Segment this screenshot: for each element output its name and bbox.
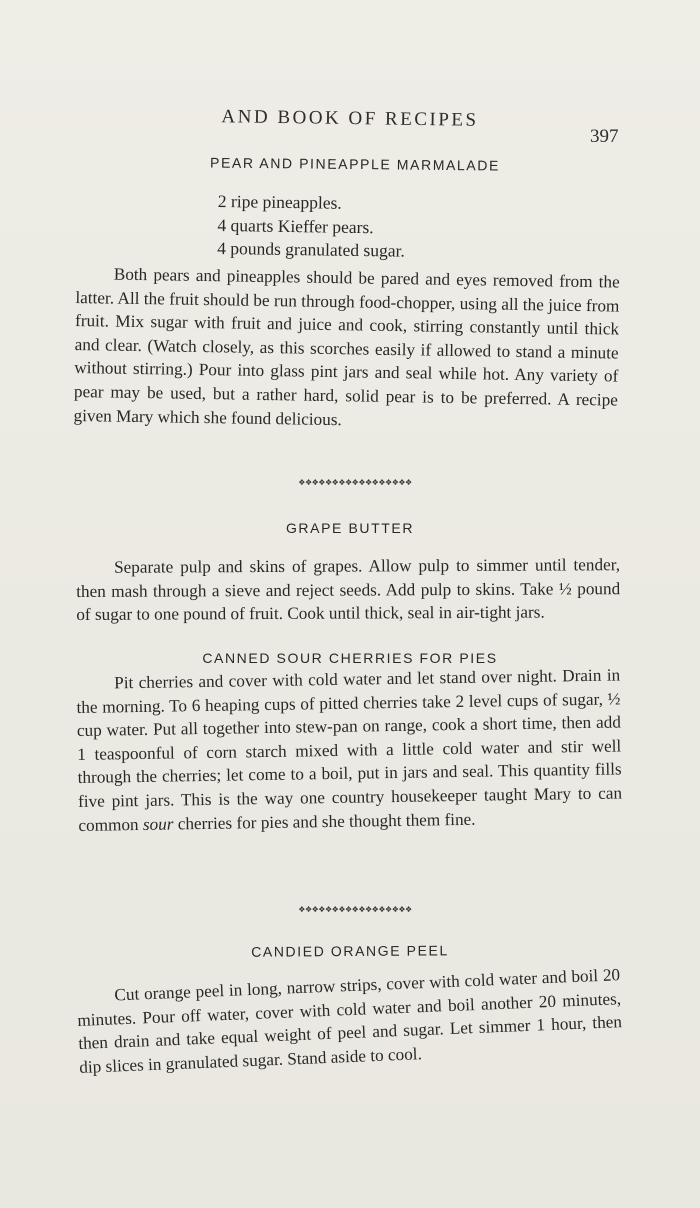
recipe-title-marmalade: PEAR AND PINEAPPLE MARMALADE (209, 154, 501, 174)
italic-word: sour (142, 814, 174, 834)
recipe-body-orange-peel (76, 963, 623, 1079)
ingredient-item: 4 pounds granulated sugar. (217, 237, 405, 261)
recipe-body-marmalade (73, 262, 620, 436)
recipe-body-grape-butter (76, 553, 620, 627)
recipe-body-cherries (76, 663, 623, 837)
ornament-divider: ❖❖❖❖❖❖❖❖❖❖❖❖❖❖❖❖❖ (298, 478, 412, 487)
page-number: 397 (590, 126, 619, 147)
ingredient-item: 4 quarts Kieffer pears. (217, 214, 374, 237)
recipe-title-grape-butter: GRAPE BUTTER (285, 520, 415, 536)
recipe-paragraph (76, 663, 623, 837)
recipe-paragraph: Cut orange peel in long, narrow strips, cover with cold water and boil 20 minutes. Pour off water, cover with cold water and boil another 20 minutes, then drain and take equal weight of peel and sugar. Let simmer 1 hour, then dip slices in granulated sugar. Stand aside to cool. (77, 965, 623, 1077)
running-title: AND BOOK OF RECIPES (221, 106, 479, 131)
paragraph-text: cherries for pies and she thought them fine. (173, 809, 476, 834)
ornament-divider: ❖❖❖❖❖❖❖❖❖❖❖❖❖❖❖❖❖ (298, 905, 412, 914)
recipe-paragraph: Separate pulp and skins of grapes. Allow pulp to simmer until tender, then mash through a sieve and reject seeds. Add pulp to skins. Take ½ pound of sugar to one pound of fruit. Cook until thick, seal in air-tight jars. (76, 555, 621, 625)
ingredient-list (217, 190, 406, 263)
recipe-paragraph: Both pears and pineapples should be pared and eyes removed from the latter. All the fruit should be run through food-chopper, using all the juice from fruit. Mix sugar with fruit and juice and cook, stirring constantly until thick and clear. (Watch closely, as this scorches easily if allowed to stand a minute without stirring.) Pour into glass pint jars and seal while hot. Any variety of pear may be used, but a rather hard, solid pear is to be preferred. A recipe given Mary which she found delicious. (73, 264, 620, 429)
recipe-title-cherries: CANNED SOUR CHERRIES FOR PIES (202, 650, 498, 666)
recipe-title-orange-peel: CANDIED ORANGE PEEL (251, 942, 449, 960)
ingredient-item: 2 ripe pineapples. (217, 190, 342, 213)
paragraph-text: Pit cherries and cover with cold water and let stand over night. Drain in the morning. To 6 heaping cups of pitted cherries take 2 level cups of sugar, ½ cup water. Put all together into stew-pan on range, cook a short time, then add 1 teaspoonful of corn starch mixed with a little cold water and stir well through the cherries; let come to a boil, put in jars and seal. This quantity fills five pint jars. This is the way one country housekeeper taught Mary to can common (76, 665, 623, 835)
